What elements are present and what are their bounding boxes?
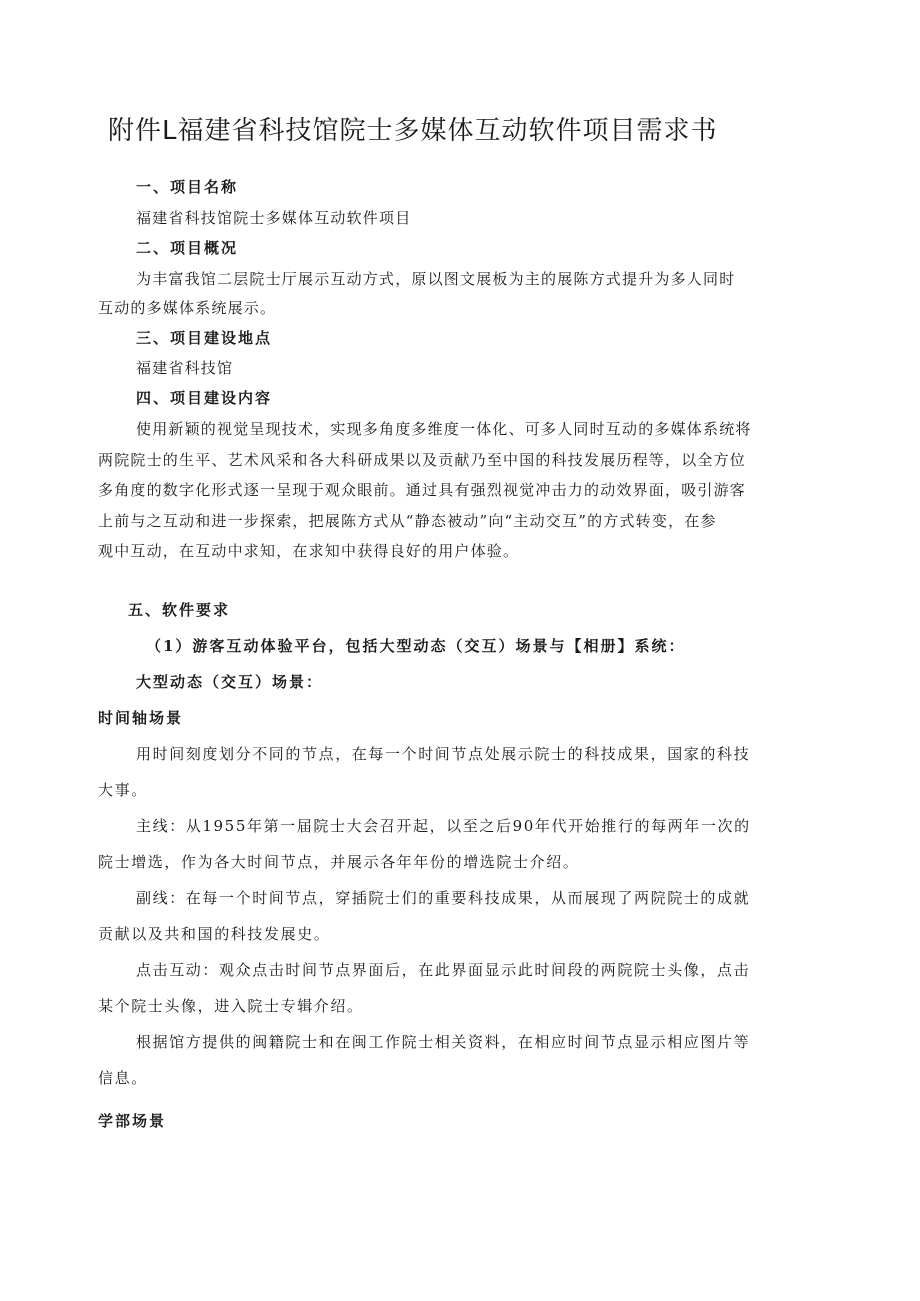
- section-text-name: 福建省科技馆院士多媒体互动软件项目: [136, 209, 412, 227]
- timeline-paragraph-line: 主线：从1955年第一届院士大会召开起，以至之后90年代开始推行的每两年一次的: [136, 817, 751, 835]
- section-heading-software: 五、软件要求: [128, 601, 231, 619]
- section-text-content-line: 上前与之互动和进一步探索，把展陈方式从“静态被动”向“主动交互”的方式转变，在参: [98, 512, 717, 530]
- timeline-scene-heading: 时间轴场景: [98, 709, 184, 727]
- timeline-paragraph-line: 院士增选，作为各大时间节点，并展示各年年份的增选院士介绍。: [98, 853, 580, 871]
- section-heading-name: 一、项目名称: [136, 178, 239, 196]
- section-heading-location: 三、项目建设地点: [136, 329, 273, 347]
- timeline-paragraph-line: 根据馆方提供的闽籍院士和在闽工作院士相关资料，在相应时间节点显示相应图片等: [136, 1033, 751, 1051]
- timeline-paragraph-line: 信息。: [98, 1069, 148, 1087]
- timeline-paragraph-line: 点击互动：观众点击时间节点界面后，在此界面显示此时间段的两院院士头像，点击: [136, 961, 751, 979]
- timeline-paragraph-line: 某个院士头像，进入院士专辑介绍。: [98, 997, 364, 1015]
- timeline-paragraph-line: 用时间刻度划分不同的节点，在每一个时间节点处展示院士的科技成果，国家的科技: [136, 745, 751, 763]
- section-text-overview-line: 互动的多媒体系统展示。: [98, 299, 277, 317]
- section-text-content-line: 多角度的数字化形式逐一呈现于观众眼前。通过具有强烈视觉冲击力的动效界面，吸引游客: [98, 481, 747, 499]
- document-title: 附件L福建省科技馆院士多媒体互动软件项目需求书: [108, 116, 718, 146]
- software-subheading-dynamic-scene: 大型动态（交互）场景：: [136, 673, 324, 691]
- section-text-content-line: 观中互动，在互动中求知，在求知中获得良好的用户体验。: [98, 542, 520, 560]
- timeline-paragraph-line: 副线：在每一个时间节点，穿插院士们的重要科技成果，从而展现了两院院士的成就: [136, 889, 751, 907]
- software-subheading-platform: （1）游客互动体验平台，包括大型动态（交互）场景与【相册】系统：: [146, 637, 686, 655]
- timeline-paragraph-line: 大事。: [98, 781, 148, 799]
- section-text-location: 福建省科技馆: [136, 359, 234, 377]
- department-scene-heading: 学部场景: [98, 1112, 167, 1130]
- section-text-overview-line: 为丰富我馆二层院士厅展示互动方式，原以图文展板为主的展陈方式提升为多人同时: [136, 270, 736, 288]
- section-heading-content: 四、项目建设内容: [136, 389, 273, 407]
- section-text-content-line: 使用新颖的视觉呈现技术，实现多角度多维度一体化、可多人同时互动的多媒体系统将: [136, 420, 752, 438]
- section-heading-overview: 二、项目概况: [136, 239, 239, 257]
- section-text-content-line: 两院院士的生平、艺术风采和各大科研成果以及贡献乃至中国的科技发展历程等，以全方位: [98, 451, 747, 469]
- timeline-paragraph-line: 贡献以及共和国的科技发展史。: [98, 925, 331, 943]
